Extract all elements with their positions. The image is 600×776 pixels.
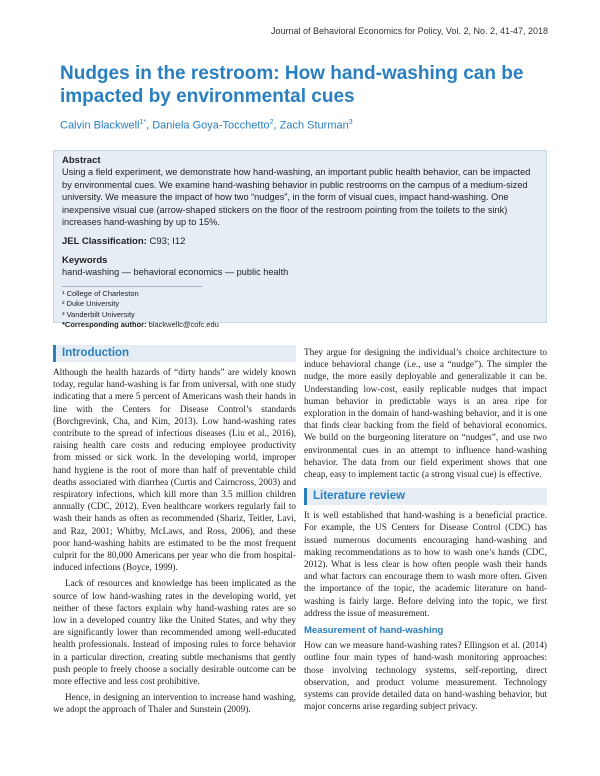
paper-title	[60, 62, 540, 108]
abstract-box	[53, 150, 547, 330]
intro-paragraph-3: Hence, in designing an intervention to increase hand washing, we adopt the approach of Thaler and Sunstein (2009).	[53, 692, 296, 715]
intro-paragraph-1: Although the health hazards of “dirty hands” are widely known today, regular hand-washing is far from universal, with one study indicating that a mere 5 percent of Americans wash their hands in line with the Centers for Disease Control’s standards (Borchgrevink, Cha, and Kim, 2013). Low hand-washing rates contribute to the spread of infectious diseases (Liu et al., 2016), raising health care costs and reducing employee productivity from missed or sick work. In the developing world, improper hand hygiene is the root of more than half of preventable child deaths associated with diarrhea (Curtis and Cairncross, 2003) and respiratory infections, which kill more than 3.5 million children annually (CDC, 2012). Even healthcare workers regularly fail to wash their hands as often as recommended (Shariz, Teitler, Lavi, and Raz, 2001; Whitby, McLaws, and Ross, 2006), and these poor hand-washing habits are estimated to be the most frequent culprit for the 80,000 Americans per year who die from hospital-induced infections (Boyce, 1999).	[53, 367, 296, 573]
corresponding-author	[62, 320, 538, 331]
author-1-sup: 1*	[139, 119, 147, 126]
corr-email: blackwellc@cofc.edu	[146, 320, 219, 330]
author-list	[60, 119, 353, 132]
author-3: , Zach Sturman	[273, 119, 349, 132]
intro-paragraph-4: They argue for designing the individual’s choice architecture to induce behavioral change (i.e., use a “nudge”). The simpler the nudge, the more easily deployable and generalizable it can be. Understanding low-cost, easily replicable nudges that impact human behavior in predictable ways is an area ripe for exploration in the domain of hand-washing behavior, and it is one that finds clear backing from the field of behavioral economics. We build on the burgeoning literature on “nudges”, and use two environmental cues in an attempt to influence hand-washing behavior. The data from our field experiment shows that one cheap, easy to implement tactic (a strong visual cue) is effective.	[304, 347, 547, 480]
right-column	[304, 346, 547, 712]
intro-paragraph-2: Lack of resources and knowledge has been implicated as the source of low hand-washing rates in the developing world, yet neither of these factors explain why hand-washing rates are so low in a developed country like the United States, and why they are significantly lower than recommended among well-educated health professionals. Instead of imposing rules to force behavior in a particular direction, creating subtle mechanisms that gently push people to freely choose a socially desirable outcome can be more effective and less cost prohibitive.	[53, 578, 296, 687]
abstract-heading: Abstract	[62, 155, 101, 166]
author-1: Calvin Blackwell	[60, 119, 140, 132]
keywords-heading: Keywords	[62, 254, 108, 266]
abstract-text: Using a field experiment, we demonstrate how hand-washing, an important public health behavior, can be impacted by environmental cues. We examine hand-washing behavior in public restrooms on the campus of a medium-sized university. We measure the impact of how two “nudges”, in the form of visual cues, impact hand-washing. One inexpensive visual cue (arrow-shaped stickers on the floor of the restroom pointing from the toilets to the sink) increases hand-washing by up to 15%.	[62, 167, 531, 228]
journal-citation: Journal of Behavioral Economics for Policy, Vol. 2, No. 2, 41-47, 2018	[271, 26, 548, 36]
introduction-heading: Introduction	[53, 345, 296, 362]
review-paragraph-1: It is well established that hand-washing is a beneficial practice. For example, the US Centers for Disease Control (CDC) has issued numerous documents encouraging hand-washing and making recommendations as to how to wash one’s hands (CDC, 2012). What is less clear is how often people wash their hands and what factors can encourage them to wash more often. Given the importance of the topic, the academic literature on hand-washing is fairly large. Before delving into the topic, we first address the issue of measurement.	[304, 510, 547, 618]
keywords-text: hand-washing — behavioral economics — public health	[62, 266, 289, 277]
affiliation-divider	[62, 286, 202, 287]
title-line-2: impacted by environmental cues	[60, 86, 355, 107]
affiliation-3: ³ Vanderbilt University	[62, 309, 135, 319]
title-line-1: Nudges in the restroom: How hand-washing can be	[60, 63, 524, 84]
jel-label: JEL Classification:	[62, 235, 147, 247]
literature-review-heading: Literature review	[304, 488, 547, 505]
corr-label: *Corresponding author:	[62, 320, 147, 330]
jel-classification	[62, 236, 538, 247]
measurement-subheading: Measurement of hand-washing	[304, 625, 444, 637]
jel-value: C93; I12	[146, 235, 186, 247]
author-3-sup: 3	[348, 119, 353, 126]
affiliation-2: ² Duke University	[62, 299, 120, 309]
affiliation-1: ¹ College of Charleston	[62, 288, 139, 298]
review-paragraph-2: How can we measure hand-washing rates? Ellingson et al. (2014) outline four main types of hand-wash monitoring approaches: those involving technology systems, self-reporting, direct observation, and product volume measurement. Technology systems can provide detailed data on hand-washing behavior, but major concerns arise regarding subject privacy.	[304, 640, 547, 712]
author-2: , Daniela Goya-Tocchetto	[146, 119, 270, 132]
author-2-sup: 2	[269, 119, 274, 126]
left-column	[53, 345, 296, 716]
